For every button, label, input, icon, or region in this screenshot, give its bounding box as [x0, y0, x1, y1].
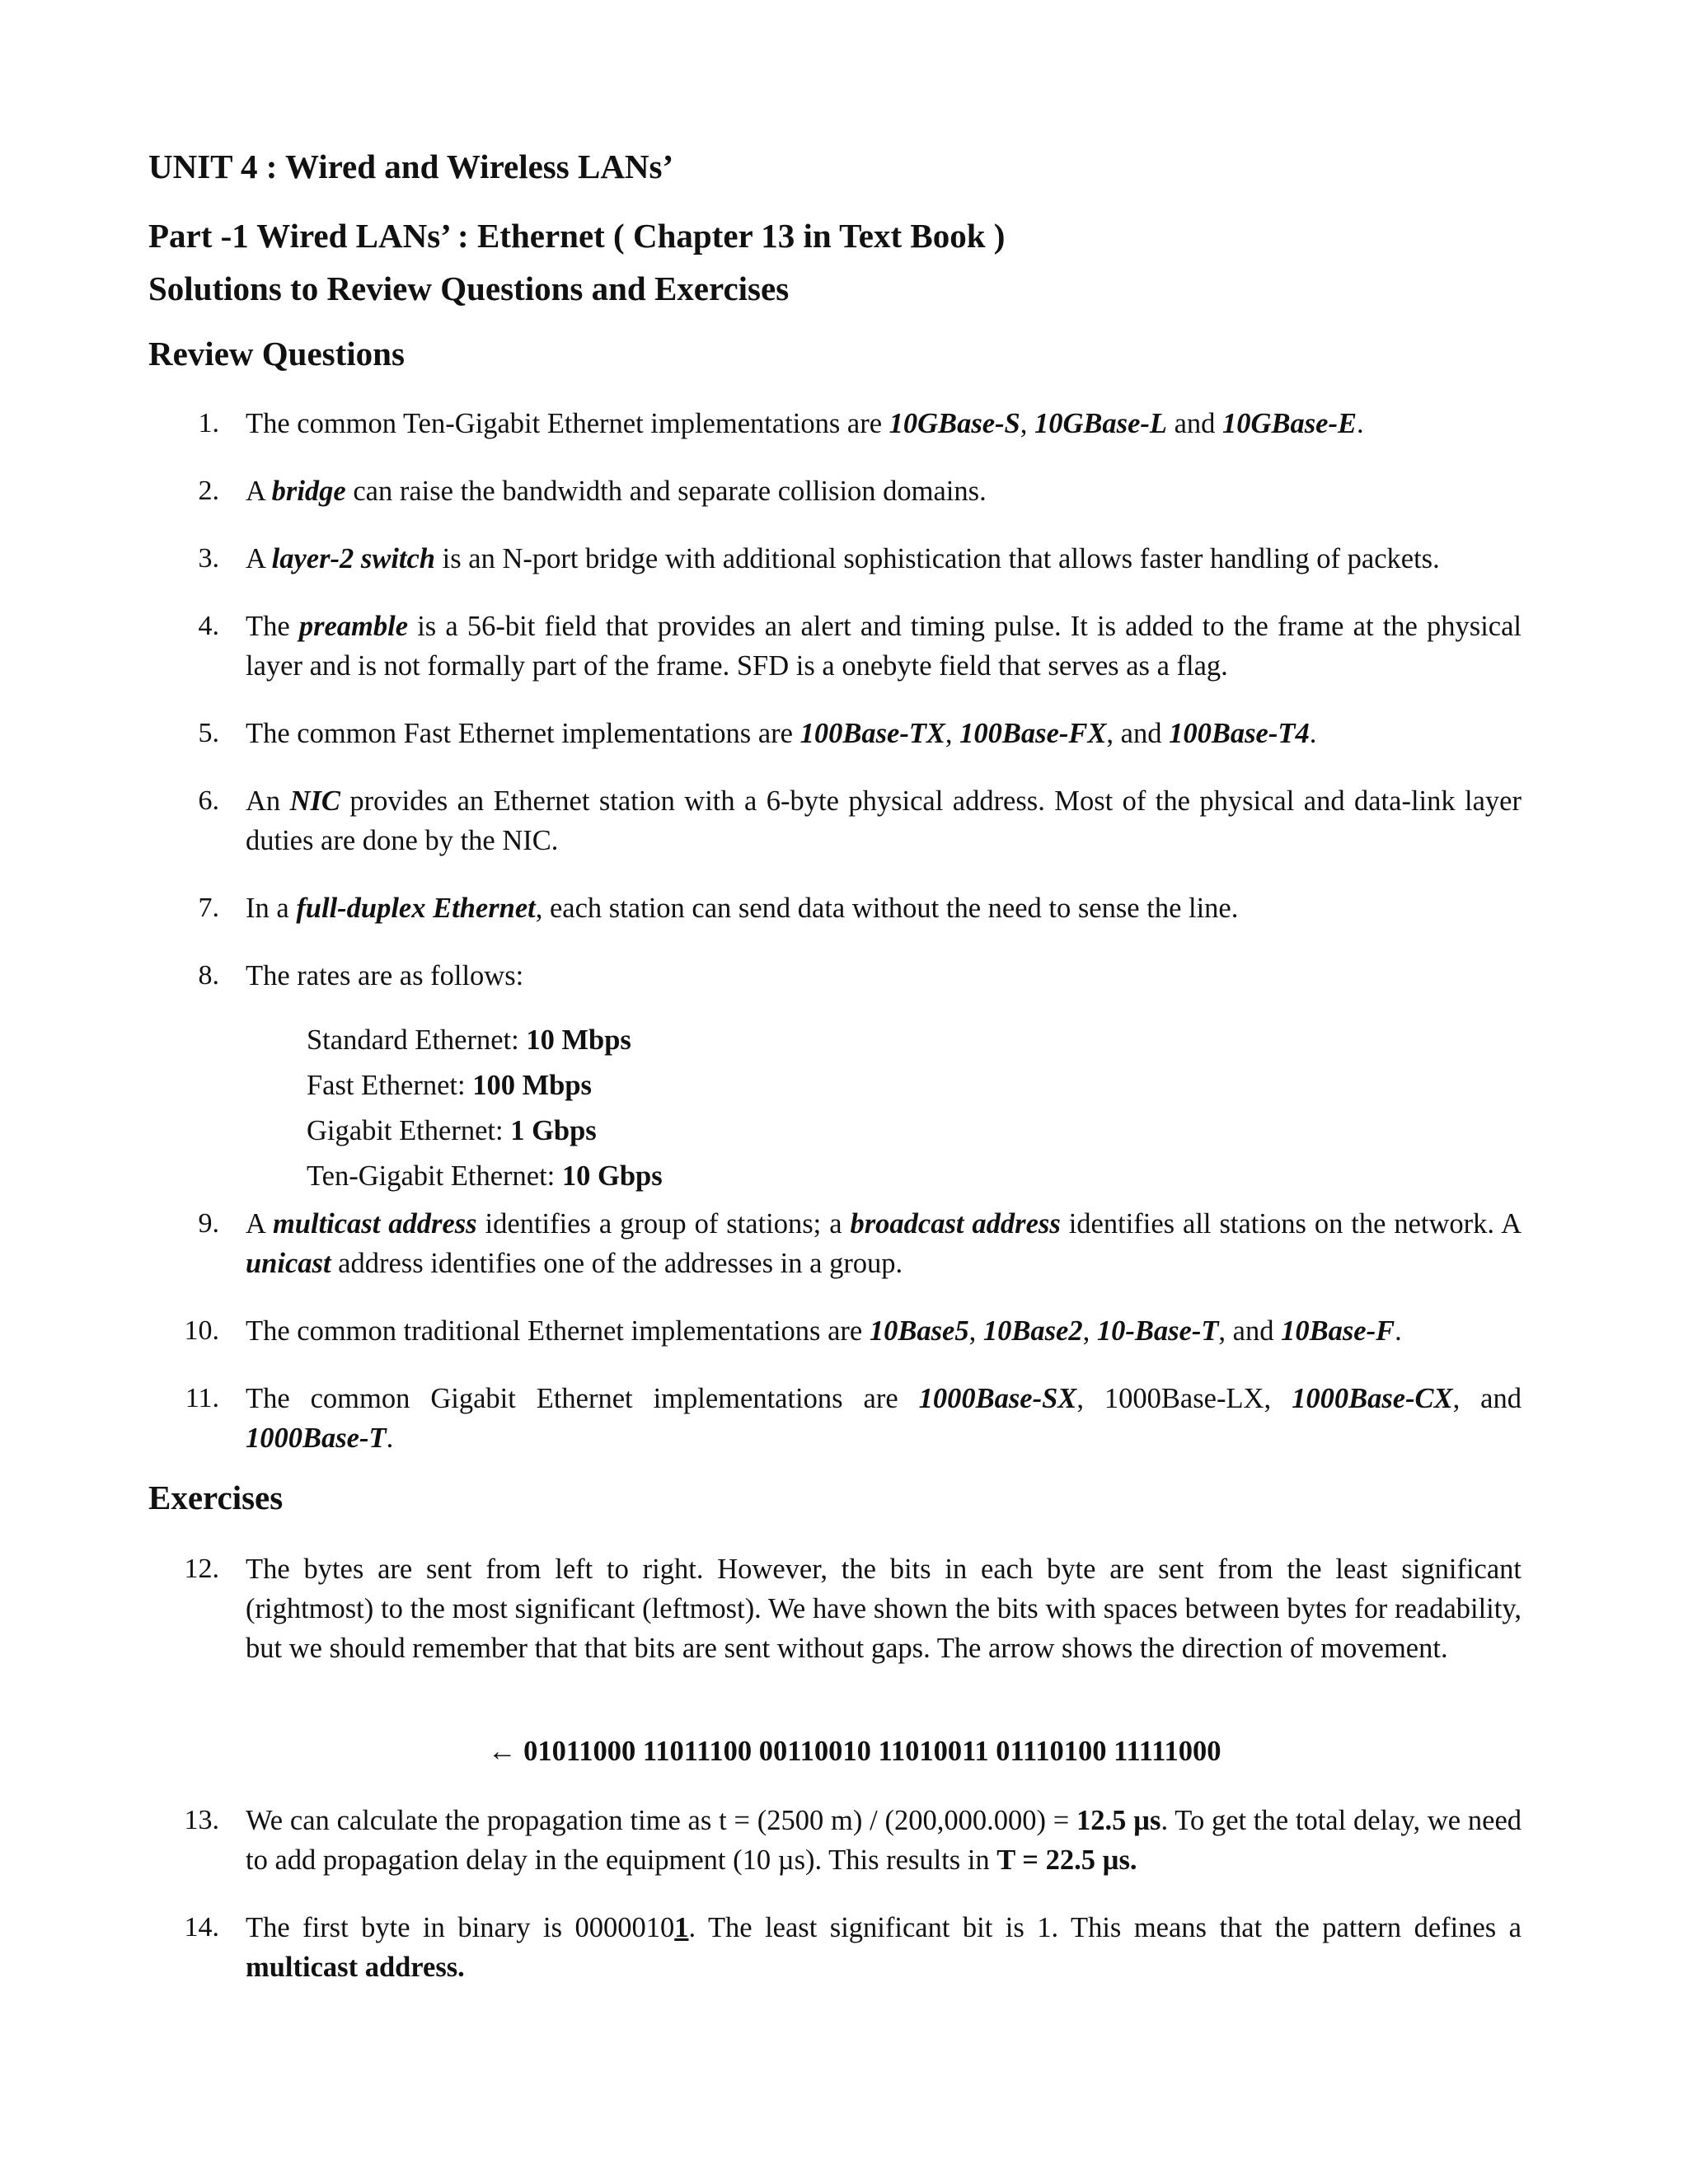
rate-standard-ethernet: Standard Ethernet: 10 Mbps — [307, 1024, 631, 1056]
question-number: 2. — [198, 476, 219, 506]
exercise-12: The bytes are sent from left to right. However, the bits in each byte are sent from the least significant (rightmost) to the most significant (leftmost). We have shown the bits with spaces between bytes for readability, but we should remember that that bits are sent without gaps. The arrow shows the direction of movement. — [246, 1554, 1522, 1664]
question-number: 9. — [198, 1208, 219, 1239]
rate-ten-gigabit-ethernet: Ten-Gigabit Ethernet: 10 Gbps — [307, 1160, 663, 1192]
subtitle: Solutions to Review Questions and Exercises — [148, 269, 790, 307]
rate-gigabit-ethernet: Gigabit Ethernet: 1 Gbps — [307, 1115, 597, 1146]
rate-fast-ethernet: Fast Ethernet: 100 Mbps — [307, 1070, 592, 1101]
question-9: A multicast address identifies a group of stations; a broadcast address identifies all stations on the network. A unicast address identifies one of the addresses in a group. — [246, 1208, 1522, 1279]
question-3: A layer-2 switch is an N-port bridge with additional sophistication that allows faster handling of packets. — [246, 543, 1440, 574]
question-5: The common Fast Ethernet implementations are 100Base-TX, 100Base-FX, and 100Base-T4. — [246, 718, 1317, 749]
exercise-14: The first byte in binary is 00000101. The least significant bit is 1. This means that the pattern defines a multicast address. — [246, 1912, 1522, 1983]
exercises-heading: Exercises — [148, 1479, 284, 1516]
question-number: 5. — [198, 718, 219, 748]
exercise-13: We can calculate the propagation time as t = (2500 m) / (200,000.000) = 12.5 µs. To get the total delay, we need to add propagation delay in the equipment (10 µs). This results in T = 22.5 µs. — [246, 1805, 1522, 1876]
question-4: The preamble is a 56-bit field that provides an alert and timing pulse. It is added to the frame at the physical layer and is not formally part of the frame. SFD is a onebyte field that serves as a flag. — [246, 611, 1522, 682]
review-questions-heading: Review Questions — [148, 335, 405, 373]
unit-title: UNIT 4 : Wired and Wireless LANs’ — [148, 148, 674, 185]
exercise-number: 13. — [184, 1805, 219, 1835]
question-number: 1. — [198, 408, 219, 438]
part-title: Part -1 Wired LANs’ : Ethernet ( Chapter 13 in Text Book ) — [148, 217, 1006, 255]
question-number: 7. — [198, 893, 219, 923]
exercise-number: 14. — [184, 1912, 219, 1943]
question-number: 11. — [185, 1383, 219, 1413]
question-2: A bridge can raise the bandwidth and separate collision domains. — [246, 476, 987, 507]
question-11: The common Gigabit Ethernet implementations are 1000Base-SX, 1000Base-LX, 1000Base-CX, and 1000Base-T. — [246, 1383, 1522, 1454]
question-1: The common Ten-Gigabit Ethernet implementations are 10GBase-S, 10GBase-L and 10GBase-E. — [246, 408, 1364, 439]
question-number: 3. — [198, 543, 219, 574]
question-number: 8. — [198, 960, 219, 991]
exercise-number: 12. — [184, 1554, 219, 1584]
question-number: 4. — [198, 611, 219, 641]
question-8: The rates are as follows: — [246, 960, 524, 991]
question-6: An NIC provides an Ethernet station with a 6-byte physical address. Most of the physical and data-link layer duties are done by the NIC. — [246, 785, 1522, 856]
bit-stream: ← 01011000 11011100 00110010 11010011 01110100 11111000 — [488, 1736, 1221, 1767]
question-10: The common traditional Ethernet implementations are 10Base5, 10Base2, 10-Base-T, and 10Base-F. — [246, 1315, 1402, 1347]
question-number: 6. — [198, 785, 219, 816]
question-number: 10. — [184, 1315, 219, 1346]
question-7: In a full-duplex Ethernet, each station can send data without the need to sense the line. — [246, 893, 1239, 924]
